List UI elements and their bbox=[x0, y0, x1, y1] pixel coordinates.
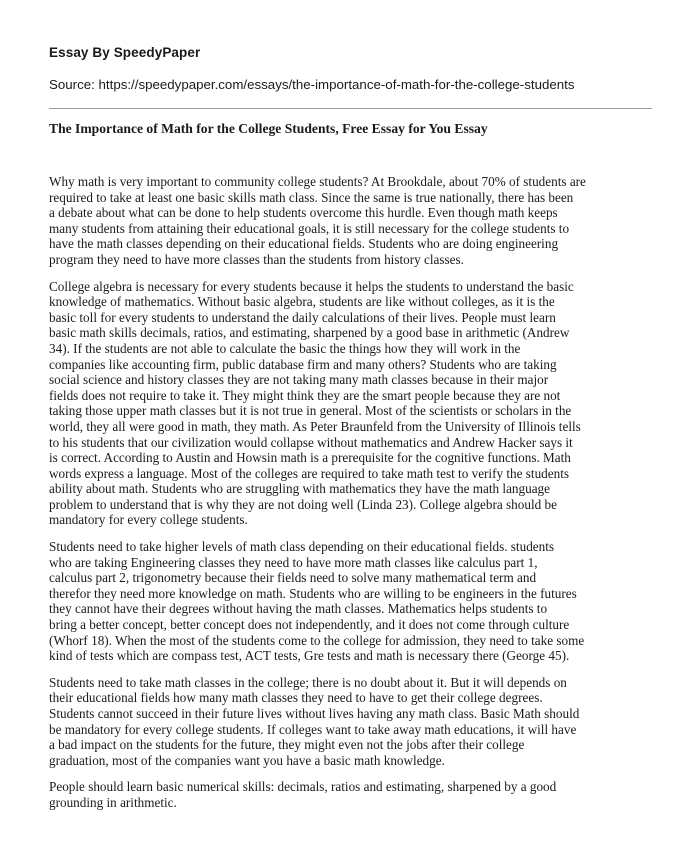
paragraph-line: program they need to have more classes than the students from history classes. bbox=[49, 251, 464, 267]
paragraph-line: fields does not require to take it. They might think they are the smart people because they are not bbox=[49, 387, 561, 403]
paragraph-line: 34). If the students are not able to calculate the basic the things how they will work in the bbox=[49, 340, 521, 356]
source-label: Source: bbox=[49, 77, 99, 92]
paragraph-line: Why math is very important to community college students? At Brookdale, about 70% of students are bbox=[49, 174, 586, 189]
paragraph-line: be mandatory for every college students. If colleges want to take away math educations, it will have bbox=[49, 721, 577, 737]
paragraph-line: problem to understand that is why they are not doing well (Linda 23). College algebra should be bbox=[49, 496, 557, 512]
paragraph-line: grounding in arithmetic. bbox=[49, 794, 177, 810]
paragraph-line: basic math skills decimals, ratios, and estimating, sharpened by a good base in arithmetic (Andrew bbox=[49, 325, 570, 341]
paragraph-line: Students cannot succeed in their future lives without lives having any math class. Basic Math should bbox=[49, 706, 580, 721]
source-url[interactable]: https://speedypaper.com/essays/the-importance-of-math-for-the-college-students bbox=[98, 77, 575, 92]
paragraph-line: they cannot have their degrees without having the math classes. Mathematics helps students to bbox=[49, 601, 548, 617]
paragraph-line: Students need to take math classes in the college; there is no doubt about it. But it will depends on bbox=[49, 674, 567, 690]
paragraph-line: Students need to take higher levels of math class depending on their educational fields. students bbox=[49, 539, 555, 555]
paragraph-5 bbox=[49, 779, 652, 810]
paragraph-line: therefor they need more knowledge on math. Students who are willing to be engineers in the futures bbox=[49, 585, 577, 601]
essay-title: The Importance of Math for the College Students, Free Essay for You Essay bbox=[49, 121, 488, 136]
paragraph-line: People should learn basic numerical skills: decimals, ratios and estimating, sharpened by a good bbox=[49, 779, 557, 795]
paragraph-line: graduation, most of the companies want you have a basic math knowledge. bbox=[49, 752, 445, 768]
paragraph-line: words express a language. Most of the colleges are required to take math test to verify the students bbox=[49, 465, 570, 481]
paragraph-line: kind of tests which are compass test, ACT tests, Gre tests and math is necessary there (George 45). bbox=[49, 648, 570, 664]
paragraph-1 bbox=[49, 174, 652, 268]
document-header bbox=[49, 44, 649, 94]
paragraph-line: knowledge of mathematics. Without basic algebra, students are like without colleges, as it is the bbox=[49, 294, 555, 310]
paragraph-line: mandatory for every college students. bbox=[49, 512, 248, 528]
paragraph-line: College algebra is necessary for every students because it helps the students to understand the basic bbox=[49, 278, 574, 294]
paragraph-line: to his students that our civilization would collapse without mathematics and Andrew Hacker says it bbox=[49, 434, 573, 450]
paragraph-line: a bad impact on the students for the future, they might even not the jobs after their college bbox=[49, 737, 525, 753]
paragraph-3 bbox=[49, 539, 652, 664]
paragraph-line: their educational fields how many math classes they need to have to get their college degrees. bbox=[49, 690, 543, 706]
brand-title: Essay By SpeedyPaper bbox=[49, 45, 201, 60]
paragraph-line: social science and history classes they are not taking many math classes because in their major bbox=[49, 372, 549, 388]
paragraph-line: required to take at least one basic skills math class. Since the same is true nationally, there has been bbox=[49, 189, 574, 205]
header-divider bbox=[49, 108, 652, 109]
paragraph-line: bring a better concept, better concept does not independently, and it does not come through culture bbox=[49, 617, 570, 633]
paragraph-2 bbox=[49, 279, 652, 529]
source-line bbox=[49, 76, 649, 94]
paragraph-line: calculus part 2, trigonometry because their fields need to solve many mathematical term and bbox=[49, 570, 537, 586]
paragraph-line: ability about math. Students who are struggling with mathematics they have the math language bbox=[49, 481, 551, 497]
paragraph-line: basic toll for every students to understand the daily calculations of their lives. People must learn bbox=[49, 309, 556, 325]
paragraph-line: taking those upper math classes but it is not true in general. Most of the scientists or scholars in the bbox=[49, 403, 572, 419]
paragraph-line: is correct. According to Austin and Howsin math is a prerequisite for the cognitive functions. Math bbox=[49, 450, 571, 466]
paragraph-line: have the math classes depending on their educational fields. Students who are doing engineering bbox=[49, 236, 559, 252]
paragraph-line: a debate about what can be done to help students overcome this hurdle. Even though math keeps bbox=[49, 205, 558, 221]
paragraph-line: many students from attaining their educational goals, it is still necessary for the college students to bbox=[49, 220, 570, 236]
paragraph-4 bbox=[49, 675, 652, 769]
paragraph-line: world, they all were good in math, they math. As Peter Braunfeld from the University of Illinois tells bbox=[49, 418, 581, 434]
paragraph-line: (Whorf 18). When the most of the students come to the college for admission, they need to take some bbox=[49, 632, 585, 648]
essay-body bbox=[49, 174, 652, 822]
paragraph-line: who are taking Engineering classes they need to have more math classes like calculus part 1, bbox=[49, 554, 538, 570]
paragraph-line: companies like accounting firm, public database firm and many others? Students who are taking bbox=[49, 356, 557, 372]
